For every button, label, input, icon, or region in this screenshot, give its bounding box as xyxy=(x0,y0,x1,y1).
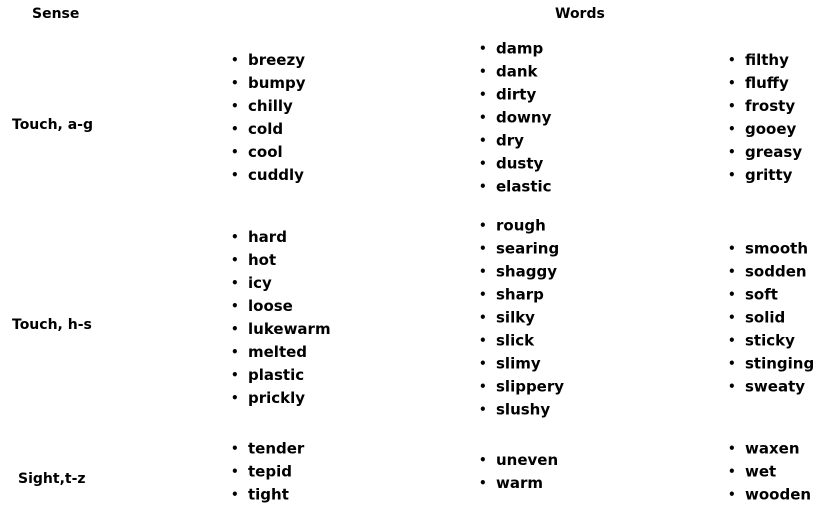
bullet-icon: • xyxy=(479,110,487,125)
bullet-icon: • xyxy=(231,464,239,479)
bullet-icon: • xyxy=(728,333,736,348)
word-text: slushy xyxy=(496,400,551,419)
word-list-item xyxy=(231,341,331,364)
word-list-item xyxy=(231,95,306,118)
word-list xyxy=(231,49,306,187)
word-text: tight xyxy=(248,485,289,504)
bullet-icon: • xyxy=(728,168,736,182)
word-list xyxy=(728,438,811,507)
word-list-item xyxy=(231,249,331,272)
word-text: wooden xyxy=(745,485,812,504)
bullet-icon: • xyxy=(231,122,239,136)
word-list-item xyxy=(479,284,564,307)
bullet-icon: • xyxy=(479,310,487,325)
word-text: sodden xyxy=(745,262,807,281)
word-text: sweaty xyxy=(745,377,806,396)
word-text: searing xyxy=(496,239,560,258)
bullet-icon: • xyxy=(231,322,239,336)
word-text: greasy xyxy=(745,143,803,161)
bullet-icon: • xyxy=(479,179,487,194)
word-list-item xyxy=(479,130,552,153)
word-text: tepid xyxy=(248,462,292,481)
word-text: frosty xyxy=(745,97,796,115)
bullet-icon: • xyxy=(231,441,239,456)
word-list-item xyxy=(728,238,814,261)
word-list-item xyxy=(479,353,564,376)
word-text: gooey xyxy=(745,120,797,138)
word-text: downy xyxy=(496,108,552,127)
word-text: dry xyxy=(496,131,524,150)
bullet-icon: • xyxy=(231,487,239,502)
word-text: dirty xyxy=(496,85,537,104)
word-text: uneven xyxy=(496,451,559,469)
bullet-icon: • xyxy=(728,122,736,136)
word-text: breezy xyxy=(248,51,305,69)
word-list xyxy=(231,438,304,507)
word-text: silky xyxy=(496,308,535,327)
word-list-item xyxy=(231,49,306,72)
bullet-icon: • xyxy=(231,168,239,182)
bullet-icon: • xyxy=(728,99,736,113)
word-list-item xyxy=(728,438,811,461)
bullet-icon: • xyxy=(728,145,736,159)
word-text: cool xyxy=(248,143,283,161)
word-list-item xyxy=(728,164,802,187)
bullet-icon: • xyxy=(728,464,736,479)
word-list-item xyxy=(728,376,814,399)
bullet-icon: • xyxy=(231,276,239,290)
word-list xyxy=(479,449,558,495)
word-text: sticky xyxy=(745,331,795,350)
word-list-item xyxy=(728,484,811,507)
bullet-icon: • xyxy=(728,310,736,325)
word-text: damp xyxy=(496,39,544,58)
word-list-item xyxy=(479,238,564,261)
word-text: melted xyxy=(248,343,308,361)
word-list-item xyxy=(479,176,552,199)
bullet-icon: • xyxy=(231,76,239,90)
bullet-icon: • xyxy=(479,287,487,302)
bullet-icon: • xyxy=(728,264,736,279)
word-text: plastic xyxy=(248,366,305,384)
bullet-icon: • xyxy=(231,99,239,113)
bullet-icon: • xyxy=(479,64,487,79)
bullet-icon: • xyxy=(479,218,487,233)
word-list-item xyxy=(231,118,306,141)
word-list xyxy=(231,226,331,410)
word-list-item xyxy=(479,376,564,399)
bullet-icon: • xyxy=(479,476,487,490)
word-list xyxy=(728,238,814,399)
bullet-icon: • xyxy=(231,368,239,382)
bullet-icon: • xyxy=(479,133,487,148)
word-list xyxy=(479,215,564,422)
bullet-icon: • xyxy=(479,241,487,256)
word-list-item xyxy=(728,330,814,353)
word-list-item xyxy=(728,95,802,118)
word-list-item xyxy=(479,107,552,130)
word-list-item xyxy=(728,49,802,72)
words-column-header: Words xyxy=(555,6,605,22)
word-list-item xyxy=(231,461,304,484)
word-list-item xyxy=(728,141,802,164)
word-text: elastic xyxy=(496,177,552,196)
bullet-icon: • xyxy=(479,402,487,417)
word-list-item xyxy=(231,226,331,249)
bullet-icon: • xyxy=(231,253,239,267)
word-text: icy xyxy=(248,274,272,292)
word-text: loose xyxy=(248,297,293,315)
word-text: rough xyxy=(496,216,546,235)
bullet-icon: • xyxy=(231,53,239,67)
word-list-item xyxy=(231,72,306,95)
word-list-item xyxy=(728,261,814,284)
word-list-item xyxy=(479,215,564,238)
bullet-icon: • xyxy=(728,379,736,394)
bullet-icon: • xyxy=(728,487,736,502)
word-text: cuddly xyxy=(248,166,304,184)
bullet-icon: • xyxy=(728,287,736,302)
bullet-icon: • xyxy=(728,241,736,256)
word-list-item xyxy=(728,307,814,330)
word-list-item xyxy=(479,38,552,61)
word-list-item xyxy=(728,461,811,484)
sense-label: Touch, a-g xyxy=(12,117,94,133)
word-text: hard xyxy=(248,228,287,246)
bullet-icon: • xyxy=(231,391,239,405)
word-list-item xyxy=(728,118,802,141)
word-list-item xyxy=(231,272,331,295)
sense-label: Touch, h-s xyxy=(12,317,92,333)
word-list-item xyxy=(231,364,331,387)
word-text: gritty xyxy=(745,166,793,184)
word-text: cold xyxy=(248,120,284,138)
word-text: dusty xyxy=(496,154,544,173)
sense-column-header: Sense xyxy=(32,6,80,22)
word-list-item xyxy=(231,318,331,341)
word-list-item xyxy=(231,387,331,410)
bullet-icon: • xyxy=(231,345,239,359)
word-list-item xyxy=(231,164,306,187)
word-text: tender xyxy=(248,439,305,458)
word-text: chilly xyxy=(248,97,293,115)
bullet-icon: • xyxy=(231,230,239,244)
word-text: dank xyxy=(496,62,538,81)
bullet-icon: • xyxy=(231,299,239,313)
bullet-icon: • xyxy=(479,264,487,279)
word-list-item xyxy=(479,61,552,84)
bullet-icon: • xyxy=(479,41,487,56)
word-list-item xyxy=(479,261,564,284)
word-list-item xyxy=(728,284,814,307)
bullet-icon: • xyxy=(479,379,487,394)
bullet-icon: • xyxy=(479,356,487,371)
bullet-icon: • xyxy=(479,453,487,467)
word-text: waxen xyxy=(745,439,800,458)
word-text: hot xyxy=(248,251,277,269)
bullet-icon: • xyxy=(728,356,736,371)
word-text: wet xyxy=(745,462,777,481)
word-list-item xyxy=(479,307,564,330)
word-text: sharp xyxy=(496,285,544,304)
word-list-item xyxy=(231,141,306,164)
bullet-icon: • xyxy=(479,87,487,102)
word-text: prickly xyxy=(248,389,306,407)
word-text: soft xyxy=(745,285,778,304)
word-text: lukewarm xyxy=(248,320,331,338)
word-list-item xyxy=(231,484,304,507)
word-list-item xyxy=(479,84,552,107)
word-list-item xyxy=(728,72,802,95)
word-list-item xyxy=(479,153,552,176)
word-text: fluffy xyxy=(745,74,789,92)
word-text: warm xyxy=(496,474,544,492)
bullet-icon: • xyxy=(728,53,736,67)
word-text: slick xyxy=(496,331,535,350)
bullet-icon: • xyxy=(479,333,487,348)
word-list-item xyxy=(479,330,564,353)
word-list-item xyxy=(479,449,558,472)
word-text: filthy xyxy=(745,51,789,69)
word-list xyxy=(728,49,802,187)
word-text: shaggy xyxy=(496,262,557,281)
word-list-item xyxy=(479,472,558,495)
word-text: slippery xyxy=(496,377,565,396)
bullet-icon: • xyxy=(728,76,736,90)
word-list xyxy=(479,38,552,199)
bullet-icon: • xyxy=(728,441,736,456)
word-text: stinging xyxy=(745,354,815,373)
word-text: solid xyxy=(745,308,786,327)
word-list-item xyxy=(479,399,564,422)
word-text: smooth xyxy=(745,239,809,258)
word-list-item xyxy=(231,295,331,318)
bullet-icon: • xyxy=(231,145,239,159)
word-text: slimy xyxy=(496,354,541,373)
bullet-icon: • xyxy=(479,156,487,171)
word-text: bumpy xyxy=(248,74,306,92)
word-list-item xyxy=(231,438,304,461)
word-list-item xyxy=(728,353,814,376)
sense-label: Sight,t-z xyxy=(18,471,86,487)
